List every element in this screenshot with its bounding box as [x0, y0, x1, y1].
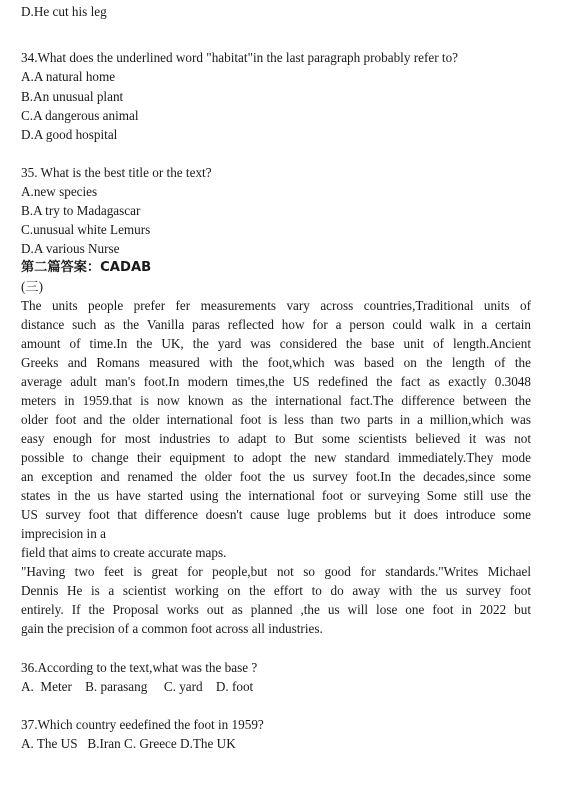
passage-line: possible to change their equipment to adopt the new standard immediately.They mode	[21, 450, 531, 465]
q34-option-c: C.A dangerous animal	[21, 108, 139, 123]
quote-line: gain the precision of a common foot across all industries.	[21, 621, 323, 636]
passage-line: Greeks and Romans measured with the foot,which was based on the length of the	[21, 355, 531, 370]
q37-options: A. The US B.Iran C. Greece D.The UK	[21, 736, 236, 751]
q36-question: 36.According to the text,what was the base ?	[21, 660, 258, 675]
q34-option-a: A.A natural home	[21, 69, 116, 84]
q34-question: 34.What does the underlined word "habitat"in the last paragraph probably refer to?	[21, 50, 459, 65]
quote-line: "Having two feet is great for people,but not so good for standards."Writes Michael	[21, 564, 531, 579]
q36-options: A. Meter B. parasang C. yard D. foot	[21, 679, 254, 694]
passage-line: easy enough for most industries to adapt to But some scientists believed it was not	[21, 431, 531, 446]
passage-line: distance such as the Vanilla paras reflected how for a person could walk in a certain	[21, 317, 531, 332]
q35-question: 35. What is the best title or the text?	[21, 165, 212, 180]
passage-line: field that aims to create accurate maps.	[21, 545, 227, 560]
q34-option-b: B.An unusual plant	[21, 89, 124, 104]
q34-option-d: D.A good hospital	[21, 127, 118, 142]
passage-line: meters in 1959.that is now known as the international fact.The difference between the	[21, 393, 531, 408]
q33-option-d: D.He cut his leg	[21, 4, 107, 19]
passage-line: US survey foot that difference doesn't cause luge problems but it does introduce some	[21, 507, 531, 522]
passage-line: an exception and renamed the older foot the us survey foot.In the decades,since some	[21, 469, 531, 484]
answer-key: 第二篇答案：CADAB	[21, 260, 152, 275]
passage-line: The units people prefer fer measurements vary across countries,Traditional units of	[21, 298, 531, 313]
passage-line: amount of time.In the UK, the yard was considered the base unit of length.Ancient	[21, 336, 531, 351]
quote-line: Dennis He is a scientist working on the effort to do away with the us survey foot	[21, 583, 531, 598]
section-marker: (三)	[21, 279, 43, 294]
passage-line: older foot and the older international foot is less than two parts in a million,which was	[21, 412, 531, 427]
passage-line: imprecision in a	[21, 526, 106, 541]
q35-option-d: D.A various Nurse	[21, 241, 120, 256]
quote-line: entirely. If the Proposal works out as planned ,the us will lose one foot in 2022 but	[21, 602, 531, 617]
q37-question: 37.Which country eedefined the foot in 1959?	[21, 717, 264, 732]
passage-line: states in the us have started using the international foot or surveying Some still use the	[21, 488, 531, 503]
q35-option-b: B.A try to Madagascar	[21, 203, 141, 218]
q35-option-a: A.new species	[21, 184, 98, 199]
q35-option-c: C.unusual white Lemurs	[21, 222, 151, 237]
passage-line: average adult man's foot.In modern times,the US redefined the fact as exactly 0.3048	[21, 374, 531, 389]
